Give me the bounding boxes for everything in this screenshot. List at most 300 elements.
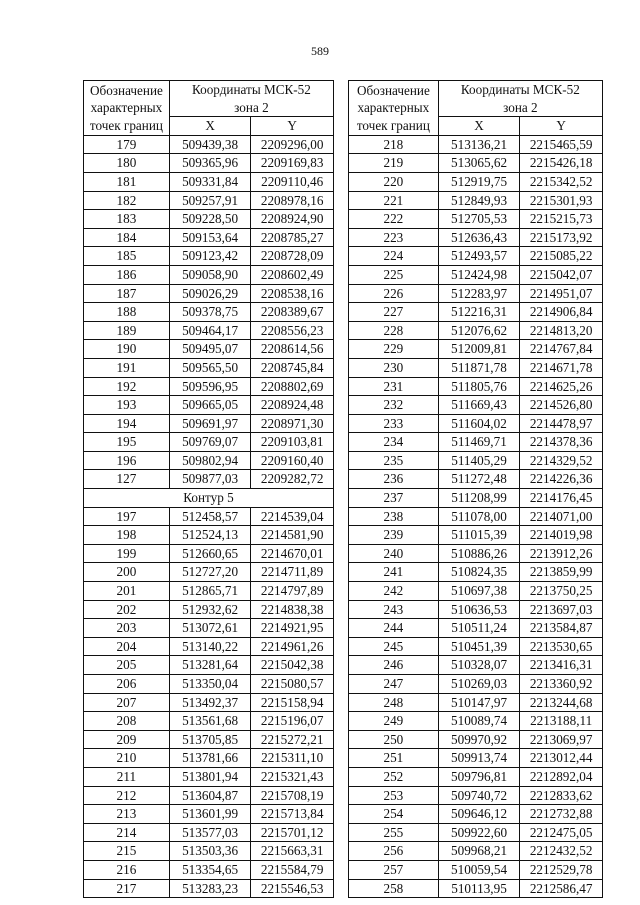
table-row: [84, 526, 334, 545]
point-id-cell: 219: [349, 154, 439, 173]
y-coordinate-cell: 2212892,04: [520, 767, 603, 786]
x-coordinate-cell: 513350,04: [169, 675, 251, 694]
table-row: [349, 860, 603, 879]
y-coordinate-cell: 2213188,11: [520, 712, 603, 731]
x-coordinate-cell: 512865,71: [169, 582, 251, 601]
x-coordinate-cell: 512919,75: [438, 172, 520, 191]
x-coordinate-cell: 513281,64: [169, 656, 251, 675]
table-row: [349, 470, 603, 489]
y-coordinate-cell: 2208785,27: [251, 228, 334, 247]
y-coordinate-cell: 2214625,26: [520, 377, 603, 396]
x-coordinate-cell: 510113,95: [438, 879, 520, 898]
x-coordinate-cell: 509257,91: [169, 191, 251, 210]
y-coordinate-cell: 2213244,68: [520, 693, 603, 712]
y-coordinate-cell: 2208745,84: [251, 358, 334, 377]
y-coordinate-cell: 2215584,79: [251, 860, 334, 879]
table-row: [84, 154, 334, 173]
table-row: [84, 340, 334, 359]
point-id-cell: 185: [84, 247, 170, 266]
table-row: [349, 637, 603, 656]
x-coordinate-cell: 512932,62: [169, 600, 251, 619]
designation-header: Обозначение характерных точек границ: [84, 81, 170, 136]
point-id-cell: 228: [349, 321, 439, 340]
x-coordinate-cell: 513140,22: [169, 637, 251, 656]
point-id-cell: 208: [84, 712, 170, 731]
point-id-cell: 240: [349, 544, 439, 563]
x-coordinate-cell: 512216,31: [438, 303, 520, 322]
y-coordinate-cell: 2213530,65: [520, 637, 603, 656]
table-row: [349, 321, 603, 340]
x-coordinate-cell: 509439,38: [169, 135, 251, 154]
y-coordinate-cell: 2213750,25: [520, 582, 603, 601]
point-id-cell: 205: [84, 656, 170, 675]
table-row: [349, 303, 603, 322]
table-row: [349, 340, 603, 359]
point-id-cell: 188: [84, 303, 170, 322]
table-row: [349, 563, 603, 582]
point-id-cell: 239: [349, 526, 439, 545]
table-row: [84, 284, 334, 303]
table-row: [349, 489, 603, 508]
x-coordinate-cell: 513781,66: [169, 749, 251, 768]
x-column-header: X: [438, 117, 520, 136]
y-coordinate-cell: 2215301,93: [520, 191, 603, 210]
y-coordinate-cell: 2212432,52: [520, 842, 603, 861]
x-coordinate-cell: 512849,93: [438, 191, 520, 210]
x-coordinate-cell: 510697,38: [438, 582, 520, 601]
x-coordinate-cell: 509228,50: [169, 210, 251, 229]
x-coordinate-cell: 513601,99: [169, 805, 251, 824]
x-coordinate-cell: 509378,75: [169, 303, 251, 322]
table-row: [84, 303, 334, 322]
point-id-cell: 198: [84, 526, 170, 545]
table-row: [349, 526, 603, 545]
table-row: [84, 210, 334, 229]
y-coordinate-cell: 2213360,92: [520, 675, 603, 694]
table-row: [84, 228, 334, 247]
table-row: [349, 191, 603, 210]
point-id-cell: 223: [349, 228, 439, 247]
point-id-cell: 197: [84, 507, 170, 526]
y-coordinate-cell: 2215708,19: [251, 786, 334, 805]
table-row: [84, 265, 334, 284]
y-coordinate-cell: 2208728,09: [251, 247, 334, 266]
x-coordinate-cell: 513604,87: [169, 786, 251, 805]
table-row: [84, 451, 334, 470]
x-coordinate-cell: 509495,07: [169, 340, 251, 359]
x-coordinate-cell: 509123,42: [169, 247, 251, 266]
x-coordinate-cell: 510636,53: [438, 600, 520, 619]
y-coordinate-cell: 2214176,45: [520, 489, 603, 508]
table-row: [84, 358, 334, 377]
point-id-cell: 215: [84, 842, 170, 861]
table-row: [349, 842, 603, 861]
x-coordinate-cell: 509691,97: [169, 414, 251, 433]
y-coordinate-cell: 2209296,00: [251, 135, 334, 154]
x-coordinate-cell: 509968,21: [438, 842, 520, 861]
x-coordinate-cell: 512636,43: [438, 228, 520, 247]
x-coordinate-cell: 512705,53: [438, 210, 520, 229]
x-coordinate-cell: 512524,13: [169, 526, 251, 545]
y-coordinate-cell: 2208602,49: [251, 265, 334, 284]
point-id-cell: 199: [84, 544, 170, 563]
table-row: [84, 507, 334, 526]
y-coordinate-cell: 2214921,95: [251, 619, 334, 638]
y-coordinate-cell: 2215042,38: [251, 656, 334, 675]
x-coordinate-cell: 510269,03: [438, 675, 520, 694]
table-row: [349, 712, 603, 731]
point-id-cell: 194: [84, 414, 170, 433]
x-coordinate-cell: 509740,72: [438, 786, 520, 805]
point-id-cell: 233: [349, 414, 439, 433]
x-coordinate-cell: 511469,71: [438, 433, 520, 452]
point-id-cell: 244: [349, 619, 439, 638]
x-coordinate-cell: 513577,03: [169, 823, 251, 842]
table-row: [84, 544, 334, 563]
table-row: [84, 600, 334, 619]
table-row: [349, 228, 603, 247]
y-coordinate-cell: 2214329,52: [520, 451, 603, 470]
point-id-cell: 248: [349, 693, 439, 712]
point-id-cell: 204: [84, 637, 170, 656]
table-row: [84, 842, 334, 861]
y-coordinate-cell: 2215173,92: [520, 228, 603, 247]
y-coordinate-cell: 2215042,07: [520, 265, 603, 284]
y-coordinate-cell: 2213069,97: [520, 730, 603, 749]
point-id-cell: 203: [84, 619, 170, 638]
point-id-cell: 220: [349, 172, 439, 191]
table-row: [84, 712, 334, 731]
table-row: [84, 377, 334, 396]
point-id-cell: 192: [84, 377, 170, 396]
point-id-cell: 249: [349, 712, 439, 731]
coordinates-table-left: [83, 80, 334, 898]
point-id-cell: 242: [349, 582, 439, 601]
y-coordinate-cell: 2214813,20: [520, 321, 603, 340]
table-row: [349, 656, 603, 675]
x-coordinate-cell: 509565,50: [169, 358, 251, 377]
y-coordinate-cell: 2209169,83: [251, 154, 334, 173]
point-id-cell: 255: [349, 823, 439, 842]
table-row: [349, 749, 603, 768]
table-row: [84, 414, 334, 433]
point-id-cell: 182: [84, 191, 170, 210]
point-id-cell: 254: [349, 805, 439, 824]
point-id-cell: 230: [349, 358, 439, 377]
y-coordinate-cell: 2214838,38: [251, 600, 334, 619]
point-id-cell: 251: [349, 749, 439, 768]
table-row: [349, 358, 603, 377]
coord-system-header: Координаты МСК-52: [438, 81, 602, 99]
x-coordinate-cell: 511805,76: [438, 377, 520, 396]
x-coordinate-cell: 509665,05: [169, 396, 251, 415]
x-coordinate-cell: 513503,36: [169, 842, 251, 861]
y-coordinate-cell: 2214226,36: [520, 470, 603, 489]
table-row: [349, 284, 603, 303]
table-row: [84, 730, 334, 749]
table-row: [84, 749, 334, 768]
table-row: [84, 433, 334, 452]
x-coordinate-cell: 509646,12: [438, 805, 520, 824]
point-id-cell: 224: [349, 247, 439, 266]
y-coordinate-cell: 2214478,97: [520, 414, 603, 433]
x-coordinate-cell: 510147,97: [438, 693, 520, 712]
y-coordinate-cell: 2209110,46: [251, 172, 334, 191]
point-id-cell: 187: [84, 284, 170, 303]
point-id-cell: 236: [349, 470, 439, 489]
y-coordinate-cell: 2215158,94: [251, 693, 334, 712]
y-coordinate-cell: 2215713,84: [251, 805, 334, 824]
x-coordinate-cell: 512424,98: [438, 265, 520, 284]
x-coordinate-cell: 512493,57: [438, 247, 520, 266]
y-coordinate-cell: 2208924,90: [251, 210, 334, 229]
x-coordinate-cell: 510451,39: [438, 637, 520, 656]
point-id-cell: 186: [84, 265, 170, 284]
table-row: [84, 656, 334, 675]
point-id-cell: 231: [349, 377, 439, 396]
point-id-cell: 210: [84, 749, 170, 768]
table-row: [349, 786, 603, 805]
x-coordinate-cell: 512283,97: [438, 284, 520, 303]
y-coordinate-cell: 2215321,43: [251, 767, 334, 786]
table-row: [349, 433, 603, 452]
x-coordinate-cell: 513801,94: [169, 767, 251, 786]
point-id-cell: 225: [349, 265, 439, 284]
point-id-cell: 213: [84, 805, 170, 824]
y-coordinate-cell: 2209282,72: [251, 470, 334, 489]
point-id-cell: 221: [349, 191, 439, 210]
table-row: [349, 823, 603, 842]
x-coordinate-cell: 511604,02: [438, 414, 520, 433]
point-id-cell: 253: [349, 786, 439, 805]
table-row: [84, 860, 334, 879]
table-row: [84, 675, 334, 694]
x-coordinate-cell: 511669,43: [438, 396, 520, 415]
point-id-cell: 222: [349, 210, 439, 229]
x-coordinate-cell: 509769,07: [169, 433, 251, 452]
point-id-cell: 211: [84, 767, 170, 786]
x-coordinate-cell: 512076,62: [438, 321, 520, 340]
x-coordinate-cell: 509464,17: [169, 321, 251, 340]
table-row: [84, 172, 334, 191]
y-coordinate-cell: 2214767,84: [520, 340, 603, 359]
y-coordinate-cell: 2213584,87: [520, 619, 603, 638]
page-number: 589: [311, 44, 329, 58]
point-id-cell: 217: [84, 879, 170, 898]
table-row: [349, 414, 603, 433]
y-coordinate-cell: 2214671,78: [520, 358, 603, 377]
y-coordinate-cell: 2214711,89: [251, 563, 334, 582]
x-coordinate-cell: 509596,95: [169, 377, 251, 396]
point-id-cell: 184: [84, 228, 170, 247]
table-row: [84, 786, 334, 805]
x-coordinate-cell: 510511,24: [438, 619, 520, 638]
y-coordinate-cell: 2214378,36: [520, 433, 603, 452]
zone-header: зона 2: [438, 99, 602, 117]
x-coordinate-cell: 509922,60: [438, 823, 520, 842]
point-id-cell: 193: [84, 396, 170, 415]
y-coordinate-cell: 2208978,16: [251, 191, 334, 210]
x-coordinate-cell: 513065,62: [438, 154, 520, 173]
table-row: [349, 582, 603, 601]
x-coordinate-cell: 513136,21: [438, 135, 520, 154]
point-id-cell: 212: [84, 786, 170, 805]
x-coordinate-cell: 513561,68: [169, 712, 251, 731]
table-row: [349, 210, 603, 229]
x-coordinate-cell: 512727,20: [169, 563, 251, 582]
x-coordinate-cell: 510824,35: [438, 563, 520, 582]
table-row: [84, 247, 334, 266]
x-coordinate-cell: 513283,23: [169, 879, 251, 898]
table-row: [84, 470, 334, 489]
x-column-header: X: [169, 117, 251, 136]
y-coordinate-cell: 2215080,57: [251, 675, 334, 694]
y-coordinate-cell: 2215311,10: [251, 749, 334, 768]
x-coordinate-cell: 511272,48: [438, 470, 520, 489]
table-row: [84, 619, 334, 638]
point-id-cell: 189: [84, 321, 170, 340]
table-row: [84, 637, 334, 656]
y-coordinate-cell: 2213697,03: [520, 600, 603, 619]
y-coordinate-cell: 2209160,40: [251, 451, 334, 470]
point-id-cell: 218: [349, 135, 439, 154]
x-coordinate-cell: 509331,84: [169, 172, 251, 191]
point-id-cell: 181: [84, 172, 170, 191]
table-row: [84, 321, 334, 340]
table-row: [84, 191, 334, 210]
point-id-cell: 207: [84, 693, 170, 712]
table-row: [349, 451, 603, 470]
y-column-header: Y: [251, 117, 334, 136]
x-coordinate-cell: 512458,57: [169, 507, 251, 526]
point-id-cell: 180: [84, 154, 170, 173]
table-row: [84, 805, 334, 824]
point-id-cell: 245: [349, 637, 439, 656]
y-coordinate-cell: 2208389,67: [251, 303, 334, 322]
y-coordinate-cell: 2213859,99: [520, 563, 603, 582]
table-row: [349, 600, 603, 619]
x-coordinate-cell: 511208,99: [438, 489, 520, 508]
y-coordinate-cell: 2214961,26: [251, 637, 334, 656]
point-id-cell: 206: [84, 675, 170, 694]
point-id-cell: 202: [84, 600, 170, 619]
x-coordinate-cell: 510059,54: [438, 860, 520, 879]
y-column-header: Y: [520, 117, 603, 136]
point-id-cell: 201: [84, 582, 170, 601]
y-coordinate-cell: 2215342,52: [520, 172, 603, 191]
table-row: [349, 377, 603, 396]
table-row: [84, 767, 334, 786]
x-coordinate-cell: 509970,92: [438, 730, 520, 749]
point-id-cell: 196: [84, 451, 170, 470]
table-row: [349, 172, 603, 191]
x-coordinate-cell: 509365,96: [169, 154, 251, 173]
point-id-cell: 256: [349, 842, 439, 861]
point-id-cell: 200: [84, 563, 170, 582]
point-id-cell: 209: [84, 730, 170, 749]
y-coordinate-cell: 2212529,78: [520, 860, 603, 879]
y-coordinate-cell: 2215546,53: [251, 879, 334, 898]
point-id-cell: 191: [84, 358, 170, 377]
y-coordinate-cell: 2215215,73: [520, 210, 603, 229]
y-coordinate-cell: 2214581,90: [251, 526, 334, 545]
point-id-cell: 190: [84, 340, 170, 359]
x-coordinate-cell: 510089,74: [438, 712, 520, 731]
table-row: [349, 135, 603, 154]
table-row: [349, 879, 603, 898]
x-coordinate-cell: 512009,81: [438, 340, 520, 359]
x-coordinate-cell: 510328,07: [438, 656, 520, 675]
point-id-cell: 258: [349, 879, 439, 898]
table-row: [349, 154, 603, 173]
point-id-cell: 252: [349, 767, 439, 786]
point-id-cell: 226: [349, 284, 439, 303]
table-row: [84, 563, 334, 582]
y-coordinate-cell: 2214526,80: [520, 396, 603, 415]
table-row: [349, 693, 603, 712]
y-coordinate-cell: 2208924,48: [251, 396, 334, 415]
point-id-cell: 216: [84, 860, 170, 879]
y-coordinate-cell: 2215465,59: [520, 135, 603, 154]
y-coordinate-cell: 2208971,30: [251, 414, 334, 433]
y-coordinate-cell: 2215196,07: [251, 712, 334, 731]
table-row: [349, 247, 603, 266]
y-coordinate-cell: 2208538,16: [251, 284, 334, 303]
y-coordinate-cell: 2214951,07: [520, 284, 603, 303]
table-row: [349, 265, 603, 284]
y-coordinate-cell: 2215085,22: [520, 247, 603, 266]
zone-header: зона 2: [169, 99, 333, 117]
x-coordinate-cell: 509153,64: [169, 228, 251, 247]
y-coordinate-cell: 2215663,31: [251, 842, 334, 861]
y-coordinate-cell: 2214071,00: [520, 507, 603, 526]
point-id-cell: 247: [349, 675, 439, 694]
x-coordinate-cell: 509802,94: [169, 451, 251, 470]
table-row: [84, 879, 334, 898]
table-row: [349, 396, 603, 415]
x-coordinate-cell: 509913,74: [438, 749, 520, 768]
x-coordinate-cell: 513705,85: [169, 730, 251, 749]
designation-header: Обозначение характерных точек границ: [349, 81, 439, 136]
point-id-cell: 246: [349, 656, 439, 675]
table-row: [349, 619, 603, 638]
coordinates-table-right: [348, 80, 603, 898]
x-coordinate-cell: 513492,37: [169, 693, 251, 712]
y-coordinate-cell: 2214019,98: [520, 526, 603, 545]
y-coordinate-cell: 2214906,84: [520, 303, 603, 322]
point-id-cell: 238: [349, 507, 439, 526]
y-coordinate-cell: 2212833,62: [520, 786, 603, 805]
point-id-cell: 183: [84, 210, 170, 229]
point-id-cell: 232: [349, 396, 439, 415]
y-coordinate-cell: 2215701,12: [251, 823, 334, 842]
y-coordinate-cell: 2208556,23: [251, 321, 334, 340]
y-coordinate-cell: 2213416,31: [520, 656, 603, 675]
section-title: Контур 5: [84, 489, 334, 508]
y-coordinate-cell: 2212475,05: [520, 823, 603, 842]
y-coordinate-cell: 2215272,21: [251, 730, 334, 749]
section-row: [84, 489, 334, 508]
x-coordinate-cell: 510886,26: [438, 544, 520, 563]
point-id-cell: 235: [349, 451, 439, 470]
point-id-cell: 179: [84, 135, 170, 154]
x-coordinate-cell: 511015,39: [438, 526, 520, 545]
point-id-cell: 243: [349, 600, 439, 619]
y-coordinate-cell: 2214797,89: [251, 582, 334, 601]
x-coordinate-cell: 513072,61: [169, 619, 251, 638]
point-id-cell: 234: [349, 433, 439, 452]
x-coordinate-cell: 509877,03: [169, 470, 251, 489]
